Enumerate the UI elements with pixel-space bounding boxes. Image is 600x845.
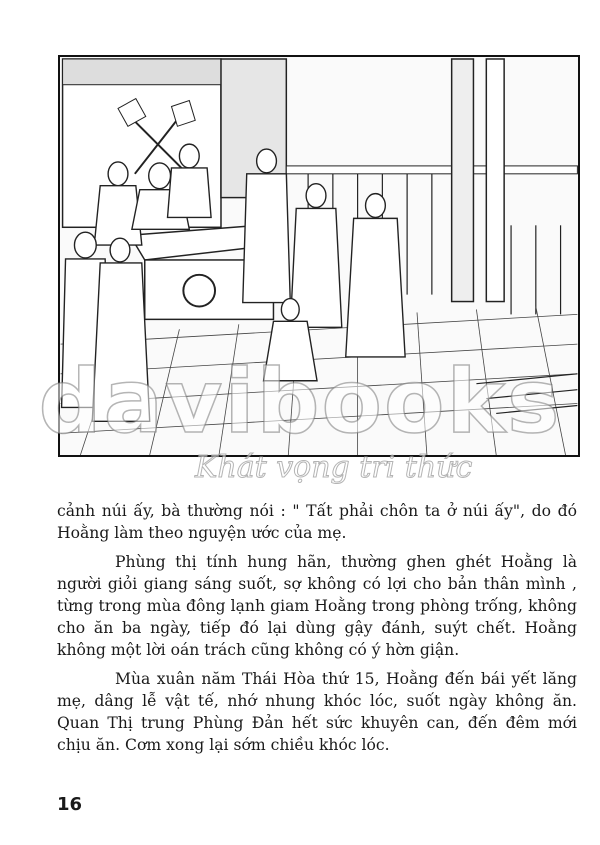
body-text — [57, 500, 577, 763]
illustration-drawing — [60, 57, 578, 455]
paragraph-1: cảnh núi ấy, bà thường nói : " Tất phải chôn ta ở núi ấy", do đó Hoằng làm theo nguyện ước của mẹ. — [57, 502, 577, 542]
paragraph-3: Mùa xuân năm Thái Hòa thứ 15, Hoằng đến bái yết lăng mẹ, dâng lễ vật tế, nhớ nhung khóc lóc, suốt ngày không ăn. Quan Thị trung Phùng Đản hết sức khuyên can, đến đêm mới chịu ăn. Cơm xong lại sớm chiều khóc lóc. — [57, 670, 577, 754]
watermark-tagline: Khát vọng tri thức — [195, 450, 473, 485]
watermark-brand: davibooks — [38, 350, 562, 453]
court-scene-illustration — [58, 55, 580, 457]
paragraph-2: Phùng thị tính hung hãn, thường ghen ghét Hoằng là người giỏi giang sáng suốt, sợ không có lợi cho bản thân mình , từng trong mùa đông lạnh giam Hoằng trong phòng trống, không cho ăn ba ngày, tiếp đó lại dùng gậy đánh, suýt chết. Hoằng không một lời oán trách cũng không có ý hờn giận. — [57, 553, 577, 659]
page-number: 16 — [57, 794, 83, 815]
